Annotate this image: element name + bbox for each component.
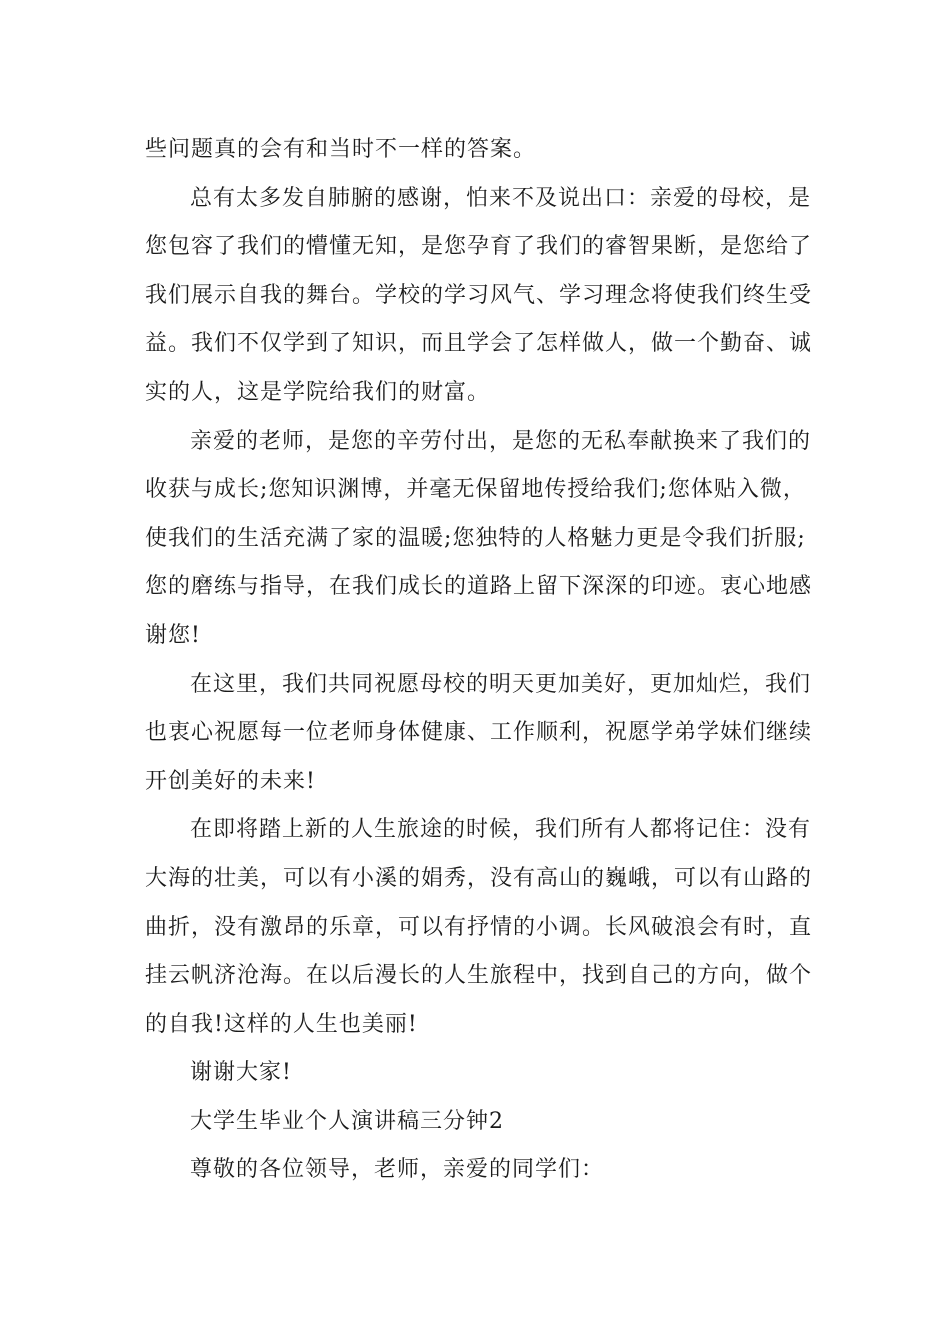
text-line: 收获与成长;您知识渊博，并毫无保留地传授给我们;您体贴入微， [145, 477, 806, 503]
text-line: 也衷心祝愿每一位老师身体健康、工作顺利，祝愿学弟学妹们继续 [145, 720, 813, 746]
salutation-line: 尊敬的各位领导，老师，亲爱的同学们： [190, 1157, 605, 1183]
text-line: 的自我!这样的人生也美丽! [145, 1011, 418, 1037]
text-line: 您包容了我们的懵懂无知，是您孕育了我们的睿智果断，是您给了 [145, 234, 813, 260]
paragraph-first-line: 亲爱的老师，是您的辛劳付出，是您的无私奉献换来了我们的 [190, 428, 812, 454]
text-line: 您的磨练与指导，在我们成长的道路上留下深深的印迹。衷心地感 [145, 574, 813, 600]
text-line: 曲折，没有激昂的乐章，可以有抒情的小调。长风破浪会有时，直 [145, 914, 813, 940]
text-line: 大海的壮美，可以有小溪的娟秀，没有高山的巍峨，可以有山路的 [145, 865, 813, 891]
text-line: 使我们的生活充满了家的温暖;您独特的人格魅力更是令我们折服; [145, 525, 806, 551]
document-body [145, 126, 813, 1195]
text-line: 些问题真的会有和当时不一样的答案。 [145, 137, 537, 162]
paragraph-first-line: 在即将踏上新的人生旅途的时候，我们所有人都将记住：没有 [190, 817, 812, 843]
closing-line: 谢谢大家! [190, 1060, 292, 1086]
text-line: 我们展示自我的舞台。学校的学习风气、学习理念将使我们终生受 [145, 282, 813, 308]
text-line: 谢您! [145, 622, 201, 648]
text-line: 益。我们不仅学到了知识，而且学会了怎样做人，做一个勤奋、诚 [145, 331, 813, 357]
paragraph-first-line: 总有太多发自肺腑的感谢，怕来不及说出口：亲爱的母校，是 [190, 185, 812, 211]
text-line: 实的人，这是学院给我们的财富。 [145, 379, 491, 405]
paragraph-first-line: 在这里，我们共同祝愿母校的明天更加美好，更加灿烂，我们 [190, 671, 812, 697]
section-title: 大学生毕业个人演讲稿三分钟2 [190, 1108, 504, 1134]
text-line: 开创美好的未来! [145, 768, 316, 794]
text-line: 挂云帆济沧海。在以后漫长的人生旅程中，找到自己的方向，做个 [145, 963, 813, 989]
